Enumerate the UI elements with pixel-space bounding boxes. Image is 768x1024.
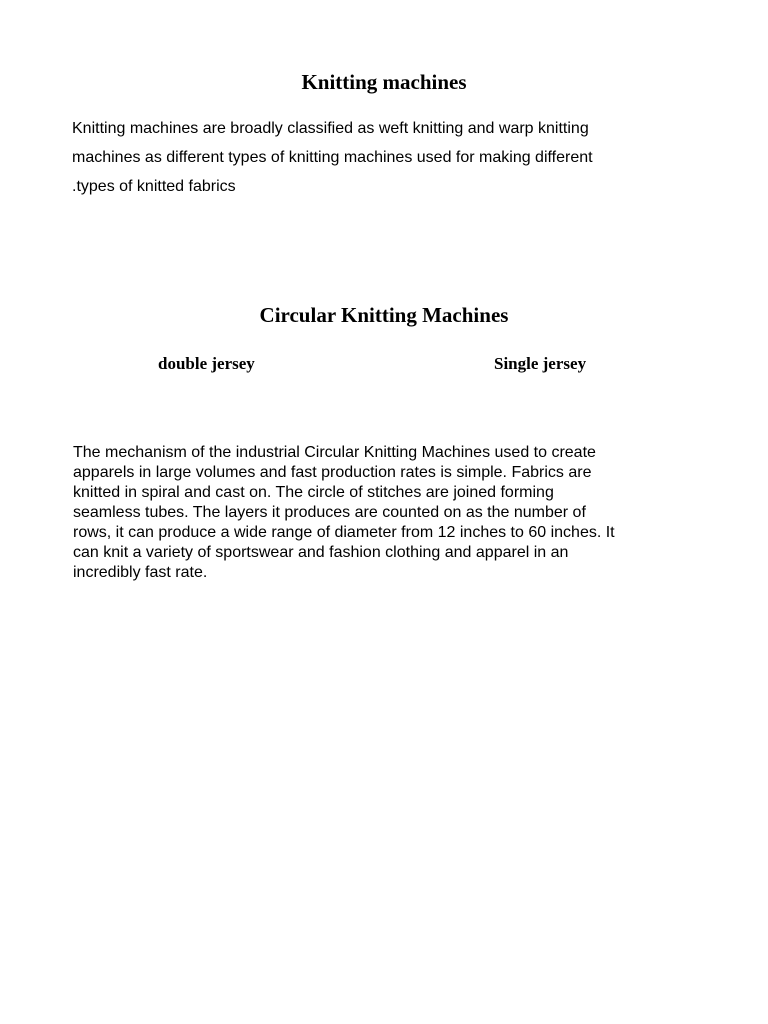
- body-line: can knit a variety of sportswear and fashion clothing and apparel in an: [73, 544, 569, 561]
- body-line: incredibly fast rate.: [73, 564, 208, 581]
- machine-type-double-jersey: double jersey: [158, 354, 255, 373]
- body-line: seamless tubes. The layers it produces are counted on as the number of: [73, 504, 586, 521]
- intro-line: machines as different types of knitting machines used for making different: [72, 149, 593, 166]
- intro-line: .types of knitted fabrics: [72, 178, 236, 195]
- machine-type-single-jersey: Single jersey: [494, 354, 587, 373]
- section-heading: Circular Knitting Machines: [259, 303, 509, 327]
- body-line: apparels in large volumes and fast production rates is simple. Fabrics are: [73, 464, 592, 481]
- body-paragraph: [73, 443, 703, 583]
- body-line: rows, it can produce a wide range of diameter from 12 inches to 60 inches. It: [73, 524, 615, 541]
- page-title: Knitting machines: [301, 70, 467, 94]
- body-line: knitted in spiral and cast on. The circle of stitches are joined forming: [73, 484, 554, 501]
- intro-line: Knitting machines are broadly classified as weft knitting and warp knitting: [72, 120, 589, 137]
- body-line: The mechanism of the industrial Circular Knitting Machines used to create: [73, 444, 596, 461]
